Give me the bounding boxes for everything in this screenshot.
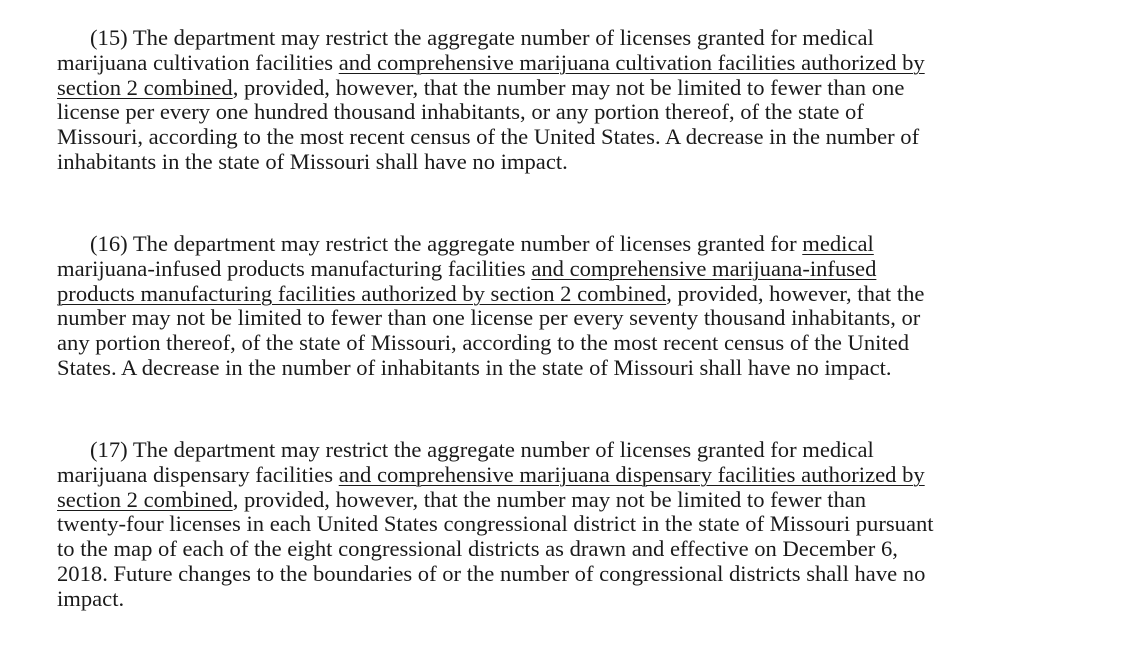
paragraph-17 xyxy=(57,438,1057,612)
text-segment: (15) The department may restrict the aggregate number of licenses granted for medical xyxy=(90,25,874,50)
text-segment: (16) The department may restrict the aggregate number of licenses granted for xyxy=(90,231,803,256)
text-line xyxy=(57,587,1057,612)
text-segment: marijuana-infused products manufacturing facilities xyxy=(57,255,532,281)
text-line xyxy=(57,488,1057,513)
text-line xyxy=(57,331,1057,356)
text-line xyxy=(57,150,1057,175)
text-line xyxy=(57,463,1057,488)
underlined-amendment-text: products manufacturing facilities authorized by section 2 combined xyxy=(57,280,667,306)
text-segment: Missouri, according to the most recent census of the United States. A decrease in the number of xyxy=(57,124,920,150)
text-segment: number may not be limited to fewer than one license per every seventy thousand inhabitants, or xyxy=(57,305,921,331)
text-line xyxy=(57,257,1057,282)
text-line xyxy=(57,537,1057,562)
text-segment: , provided, however, that the number may not be limited to fewer than xyxy=(232,486,867,512)
text-segment: to the map of each of the eight congressional districts as drawn and effective on December 6, xyxy=(57,536,898,562)
paragraph-15 xyxy=(57,26,1057,175)
underlined-amendment-text: and comprehensive marijuana dispensary facilities authorized by xyxy=(338,461,925,487)
text-segment: (17) The department may restrict the aggregate number of licenses granted for medical xyxy=(90,437,874,462)
text-line xyxy=(57,306,1057,331)
text-segment: inhabitants in the state of Missouri shall have no impact. xyxy=(57,148,568,174)
text-line xyxy=(57,100,1057,125)
text-segment: 2018. Future changes to the boundaries of or the number of congressional districts shall have no xyxy=(57,560,926,586)
underlined-amendment-text: section 2 combined xyxy=(57,486,233,512)
text-segment: license per every one hundred thousand inhabitants, or any portion thereof, of the state of xyxy=(57,99,864,125)
paragraph-16 xyxy=(57,232,1057,381)
underlined-amendment-text: section 2 combined xyxy=(57,74,233,100)
text-segment: , provided, however, that the number may not be limited to fewer than one xyxy=(232,74,905,100)
text-line xyxy=(57,512,1057,537)
text-segment: impact. xyxy=(57,585,125,611)
text-line xyxy=(57,438,1057,463)
text-segment: any portion thereof, of the state of Missouri, according to the most recent census of the United xyxy=(57,330,910,356)
text-line xyxy=(57,562,1057,587)
text-segment: marijuana cultivation facilities xyxy=(57,49,339,75)
text-line xyxy=(57,356,1057,381)
text-line xyxy=(57,282,1057,307)
text-line xyxy=(57,232,1057,257)
underlined-amendment-text: medical xyxy=(802,231,874,256)
text-segment: States. A decrease in the number of inhabitants in the state of Missouri shall have no impact. xyxy=(57,354,892,380)
underlined-amendment-text: and comprehensive marijuana cultivation facilities authorized by xyxy=(338,49,925,75)
text-segment: twenty-four licenses in each United States congressional district in the state of Missouri pursuant xyxy=(57,511,934,537)
text-segment: , provided, however, that the xyxy=(666,280,925,306)
text-line xyxy=(57,26,1057,51)
text-line xyxy=(57,125,1057,150)
text-line xyxy=(57,76,1057,101)
text-line xyxy=(57,51,1057,76)
text-segment: marijuana dispensary facilities xyxy=(57,461,339,487)
underlined-amendment-text: and comprehensive marijuana-infused xyxy=(531,255,877,281)
